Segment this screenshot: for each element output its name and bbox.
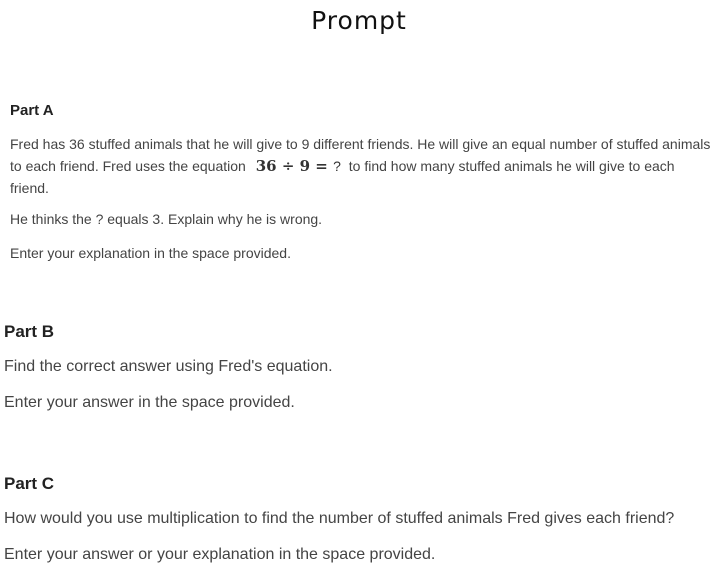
- part-b-instruction: Enter your answer in the space provided.: [4, 394, 295, 411]
- part-b-section: [4, 322, 716, 427]
- part-b-question: Find the correct answer using Fred's equation.: [4, 358, 333, 375]
- equation-expression: 36 ÷ 9 =: [255, 157, 334, 175]
- part-c-instruction: Enter your answer or your explanation in the space provided.: [4, 546, 436, 563]
- part-c-question: How would you use multiplication to find the number of stuffed animals Fred gives each friend?: [4, 510, 675, 527]
- part-a-instruction: Enter your explanation in the space provided.: [10, 245, 291, 261]
- part-a-intro: [10, 133, 716, 199]
- division-equation: [250, 157, 345, 175]
- part-a-intro-text: Fred has 36 stuffed animals that he will give to 9 different friends. He will give an equal number of stuffed animals to each friend. Fred uses the equation: [10, 136, 711, 174]
- part-c-heading: Part C: [4, 474, 55, 493]
- part-b-heading: Part B: [4, 322, 55, 341]
- equation-unknown: ?: [333, 158, 341, 174]
- page-title: Prompt: [311, 6, 407, 35]
- part-a-heading: Part A: [10, 102, 54, 119]
- part-c-section: [4, 474, 716, 579]
- part-a-statement: He thinks the ? equals 3. Explain why he is wrong.: [10, 211, 323, 227]
- part-a-intro-text-end: to find how many stuffed animals he will give to each friend.: [10, 158, 675, 196]
- part-a-section: [10, 102, 716, 276]
